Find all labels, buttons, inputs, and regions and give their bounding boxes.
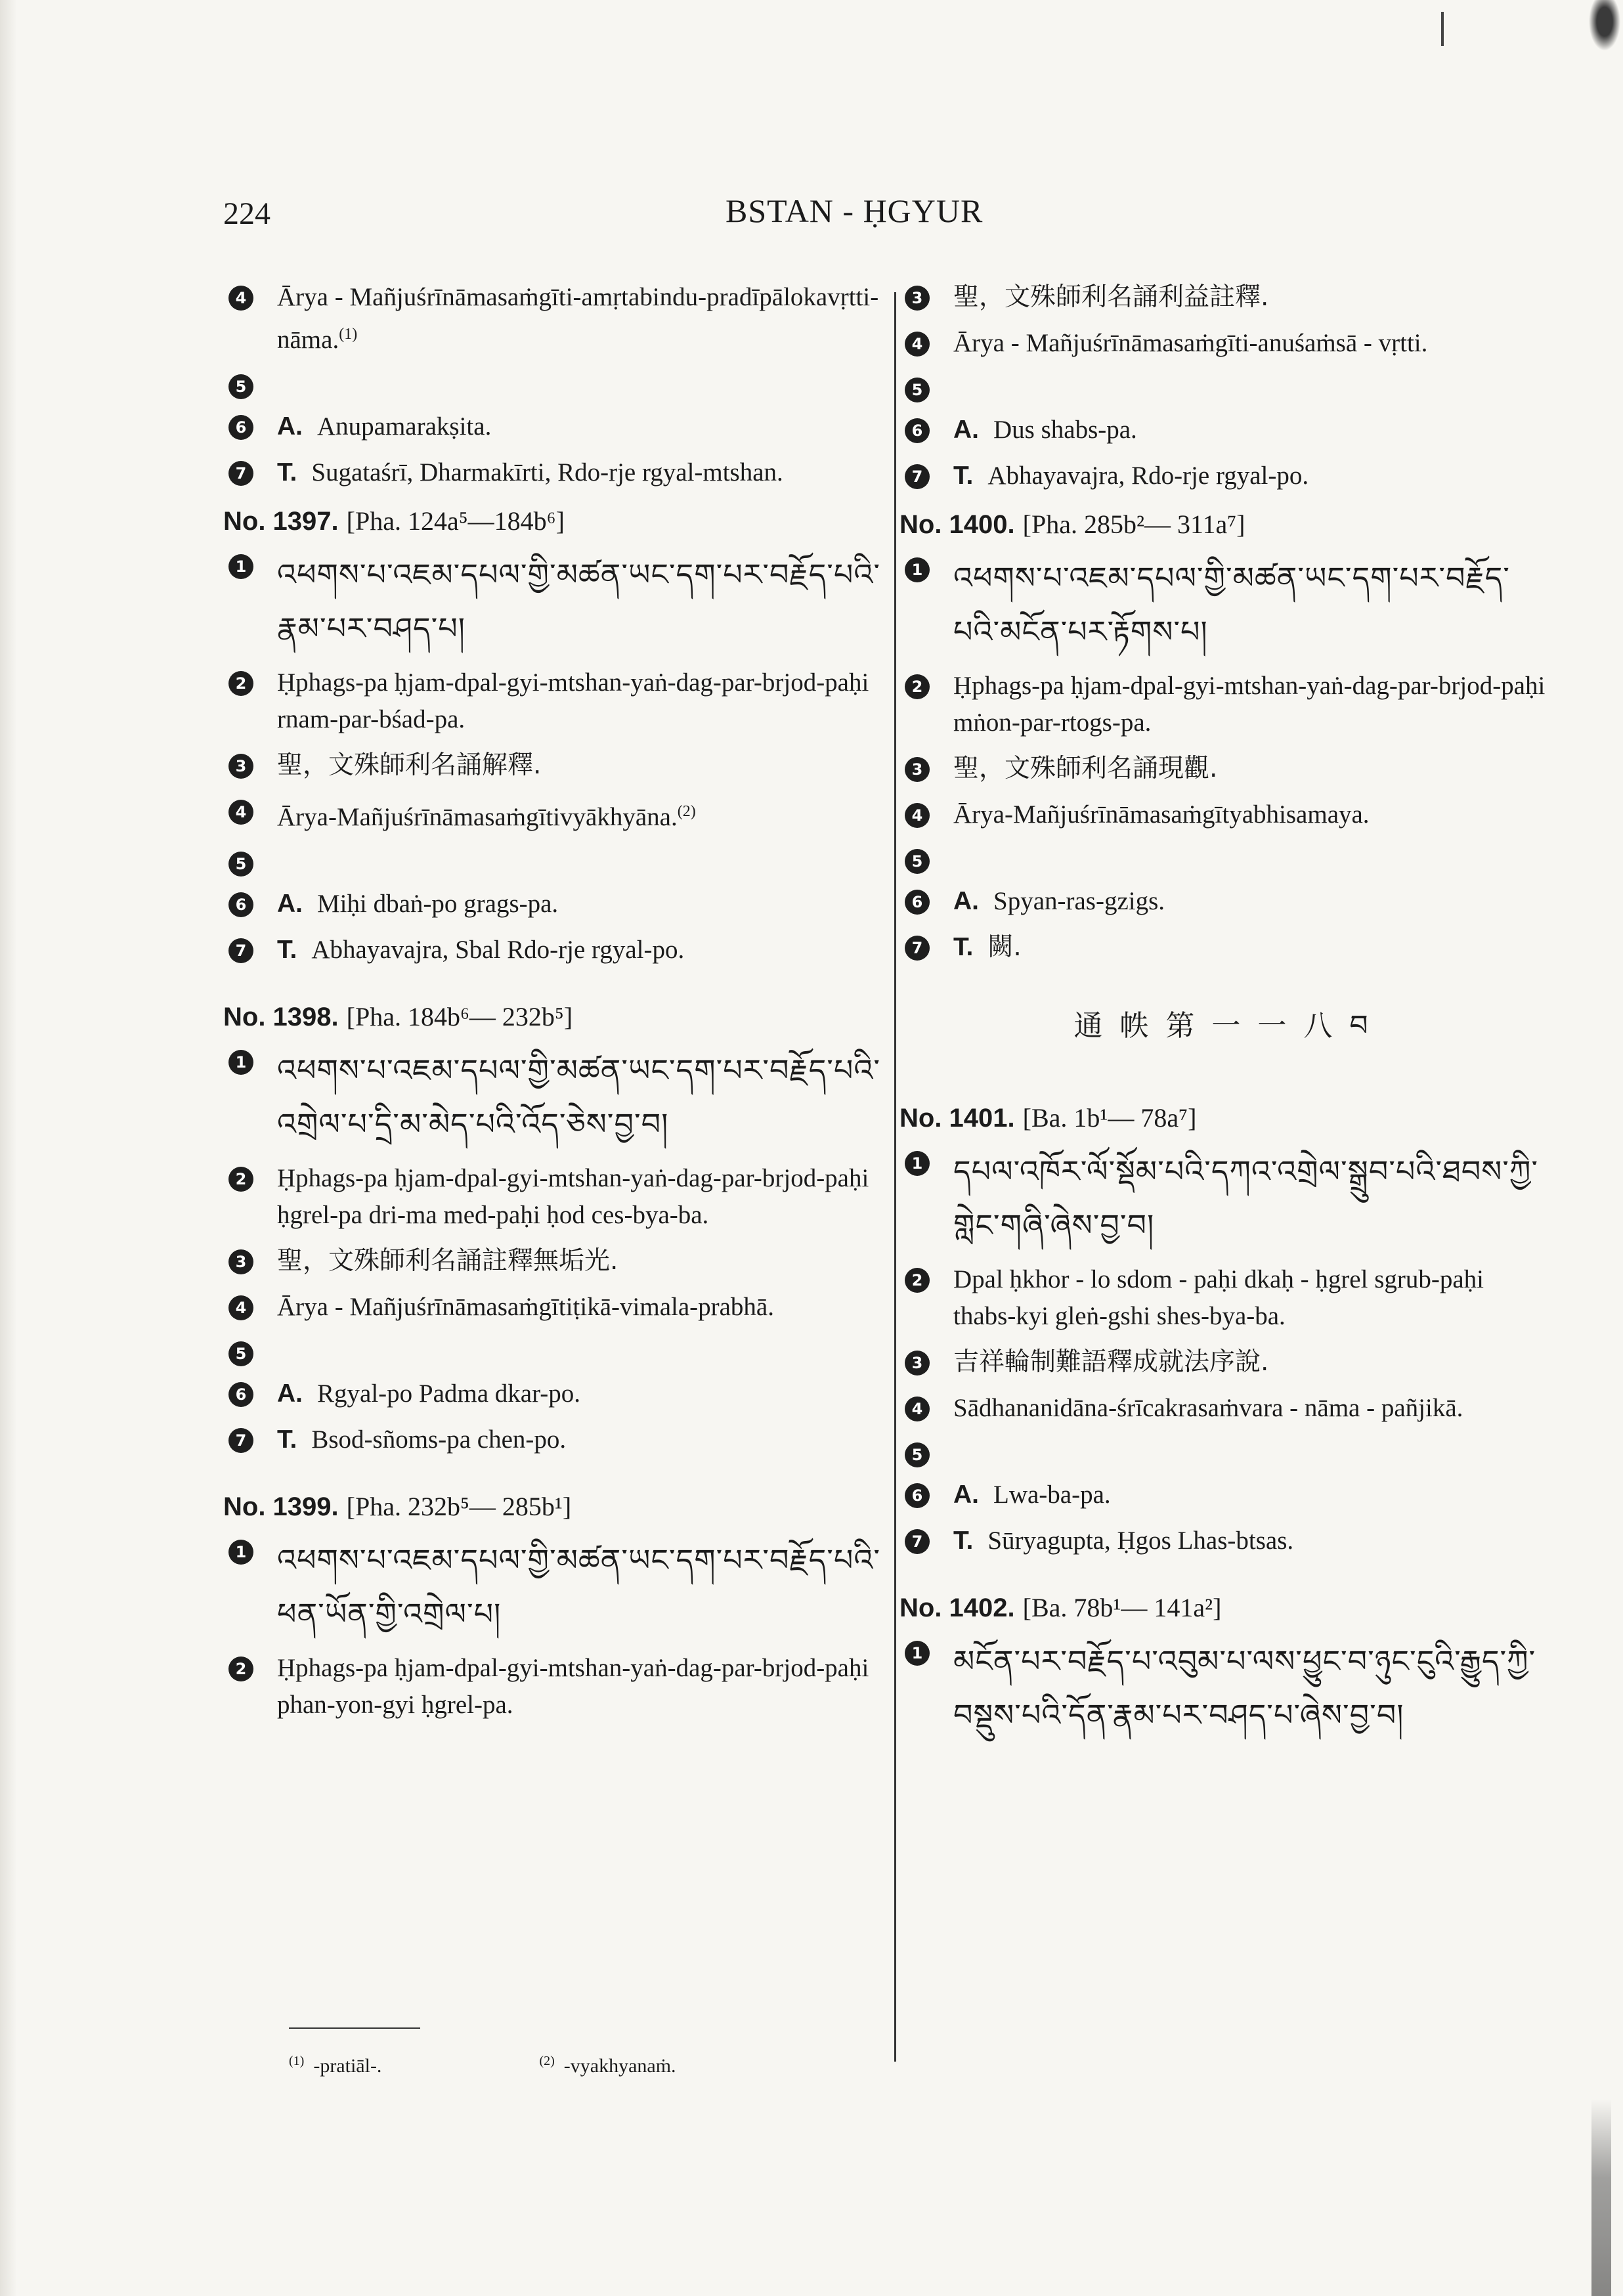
field-number-icon: 7 <box>228 1428 253 1453</box>
footnote-rule <box>289 2027 420 2029</box>
field-row <box>899 842 1546 874</box>
right-column <box>899 279 1546 1769</box>
footnote-mark: (1) <box>289 2054 305 2068</box>
field-row <box>899 929 1546 966</box>
field-number-icon: 3 <box>905 286 930 311</box>
footnote-text: -vyakhyanaṁ. <box>563 2055 676 2077</box>
field-value: Sādhananidāna-śrīcakrasaṁvara - nāma - pañjikā. <box>953 1394 1463 1422</box>
field-number-icon: 2 <box>228 671 253 696</box>
scan-binding-shadow <box>1591 2099 1611 2296</box>
field-row <box>223 1160 886 1234</box>
field-number-icon: 7 <box>905 936 930 961</box>
footnote-mark: (2) <box>539 2054 555 2068</box>
field-label: A. <box>953 887 979 915</box>
field-value: 聖，文殊師利名誦註釋無垢光. <box>277 1246 618 1276</box>
left-column <box>223 279 886 1751</box>
field-text <box>953 458 1546 494</box>
field-value: འཕགས་པ་འཇམ་དཔལ་གྱི་མཚན་ཡང་དག་པར་བརྗོད་པའི་མངོན་པར་རྟོགས་པ། <box>953 560 1510 649</box>
footnote <box>289 2055 460 2077</box>
field-number-icon: 6 <box>228 1382 253 1407</box>
field-text <box>277 932 886 968</box>
field-value: Rgyal-po Padma dkar-po. <box>317 1379 581 1408</box>
folio-reference: [Pha. 285b²— 311a⁷] <box>1022 509 1245 539</box>
field-value: 吉祥輪制難語釋成就法序說. <box>953 1347 1269 1377</box>
field-number-icon: 4 <box>228 1295 253 1320</box>
field-value: Lwa-ba-pa. <box>993 1481 1111 1509</box>
field-row <box>223 793 886 836</box>
field-value: འཕགས་པ་འཇམ་དཔལ་གྱི་མཚན་ཡང་དག་པར་བརྗོད་པའི་ཕན་ཡོན་གྱི་འགྲེལ་པ། <box>277 1542 881 1632</box>
field-text <box>953 1261 1546 1335</box>
tibetan-title <box>277 1533 886 1641</box>
column-divider <box>894 292 896 2062</box>
tibetan-title <box>953 1144 1546 1252</box>
entry-header <box>899 1587 1546 1629</box>
field-number-icon: 2 <box>228 1657 253 1681</box>
entry-header <box>223 1486 886 1528</box>
field-label: A. <box>277 412 303 441</box>
field-label: T. <box>277 458 297 487</box>
field-number-icon: 2 <box>905 674 930 699</box>
footnotes <box>289 2054 834 2077</box>
field-row <box>899 551 1546 659</box>
field-label: T. <box>277 1425 297 1454</box>
field-row <box>223 548 886 655</box>
field-label: A. <box>277 1379 303 1408</box>
field-value: Ārya - Mañjuśrīnāmasaṁgīti-amṛtabindu-pradīpālokavṛtti-nāma. <box>277 283 879 354</box>
field-row <box>899 412 1546 448</box>
field-text <box>277 1160 886 1234</box>
field-number-icon: 2 <box>905 1268 930 1293</box>
field-number-icon: 5 <box>228 852 253 877</box>
field-text <box>953 325 1546 362</box>
folio-reference: [Pha. 184b⁶— 232b⁵] <box>346 1002 573 1031</box>
field-row <box>223 1043 886 1151</box>
catalog-entry <box>899 279 1546 494</box>
field-value: Ārya-Mañjuśrīnāmasaṁgītivyākhyāna. <box>277 803 678 831</box>
field-number-icon: 1 <box>228 554 253 579</box>
field-value: Ārya-Mañjuśrīnāmasaṁgītyabhisamaya. <box>953 800 1370 829</box>
footnote-marker: (1) <box>339 326 358 343</box>
field-row <box>223 1289 886 1326</box>
field-number-icon: 4 <box>905 332 930 357</box>
field-text <box>953 796 1546 833</box>
catalog-entry <box>899 504 1546 966</box>
field-text <box>277 1421 886 1458</box>
entry-number: No. 1398. <box>223 1003 339 1031</box>
field-row <box>899 1144 1546 1252</box>
field-row <box>899 750 1546 787</box>
footnote-marker: (2) <box>677 803 696 820</box>
field-number-icon: 6 <box>905 890 930 915</box>
field-value: Anupamarakṣita. <box>317 412 492 441</box>
field-number-icon: 7 <box>228 938 253 963</box>
scan-smudge <box>1577 0 1623 72</box>
field-row <box>223 408 886 445</box>
field-text <box>953 668 1546 741</box>
tibetan-title <box>277 548 886 655</box>
folio-reference: [Pha. 232b⁵— 285b¹] <box>346 1492 572 1521</box>
catalog-entry <box>223 1486 886 1723</box>
field-text <box>277 454 886 491</box>
field-number-icon: 2 <box>228 1167 253 1192</box>
field-text <box>953 1523 1546 1559</box>
field-number-icon: 6 <box>228 892 253 917</box>
entry-header <box>899 504 1546 546</box>
tibetan-title <box>953 551 1546 659</box>
field-number-icon: 5 <box>905 1442 930 1467</box>
field-label: A. <box>953 1481 979 1509</box>
field-row <box>899 1390 1546 1427</box>
running-head: BSTAN - ḤGYUR <box>725 192 984 229</box>
field-number-icon: 7 <box>228 461 253 486</box>
field-text <box>953 750 1546 787</box>
field-row <box>899 1523 1546 1559</box>
entry-number: No. 1402. <box>899 1593 1015 1622</box>
tibetan-title <box>277 1043 886 1151</box>
field-value: Dpal ḥkhor - lo sdom - paḥi dkaḥ - ḥgrel sgrub-paḥi thabs-kyi gleṅ-gshi shes-bya-ba. <box>953 1265 1484 1330</box>
field-row <box>899 1344 1546 1381</box>
entry-number: No. 1397. <box>223 507 339 536</box>
field-number-icon: 7 <box>905 464 930 489</box>
field-value: Miḥi dbaṅ-po grags-pa. <box>317 890 559 918</box>
field-row <box>223 368 886 399</box>
field-row <box>223 1533 886 1641</box>
field-row <box>223 886 886 922</box>
field-value: འཕགས་པ་འཇམ་དཔལ་གྱི་མཚན་ཡང་དག་པར་བརྗོད་པའི་འགྲེལ་པ་དྲི་མ་མེད་པའི་འོད་ཅེས་བྱ་བ། <box>277 1052 881 1142</box>
scan-edge <box>0 0 17 2296</box>
field-row <box>223 279 886 358</box>
field-label: A. <box>277 890 303 918</box>
field-text <box>277 1375 886 1412</box>
folio-reference: [Ba. 78b¹— 141a²] <box>1022 1593 1222 1622</box>
footnote <box>539 2055 754 2077</box>
field-text <box>953 1477 1546 1513</box>
field-row <box>899 883 1546 920</box>
field-text <box>277 279 886 358</box>
field-row <box>223 664 886 738</box>
field-number-icon: 5 <box>228 374 253 399</box>
field-number-icon: 5 <box>905 378 930 402</box>
field-value: Ḥphags-pa ḥjam-dpal-gyi-mtshan-yaṅ-dag-par-brjod-paḥi ḥgrel-pa dri-ma med-paḥi ḥod ces-bya-ba. <box>277 1164 869 1229</box>
field-row <box>899 371 1546 402</box>
field-value: Abhayavajra, Sbal Rdo-rje rgyal-po. <box>311 936 685 964</box>
field-number-icon: 3 <box>228 1249 253 1274</box>
field-value: 闕. <box>987 932 1022 962</box>
field-text <box>277 1243 886 1280</box>
field-value: དཔལ་འཁོར་ལོ་སྡོམ་པའི་དཀའ་འགྲེལ་སྒྲུབ་པའི་ཐབས་ཀྱི་གླེང་གཞི་ཞེས་བྱ་བ། <box>953 1154 1539 1243</box>
field-value: Ārya - Mañjuśrīnāmasaṁgīti-anuśaṁsā - vṛtti. <box>953 329 1428 357</box>
field-text <box>953 929 1546 966</box>
field-number-icon: 4 <box>228 800 253 825</box>
field-label: A. <box>953 416 979 444</box>
folio-reference: [Ba. 1b¹— 78a⁷] <box>1022 1103 1197 1133</box>
folio-reference: [Pha. 124a⁵—184b⁶] <box>346 506 565 536</box>
catalog-entry <box>899 1587 1546 1742</box>
field-row <box>223 1243 886 1280</box>
field-row <box>223 1335 886 1366</box>
field-label: T. <box>953 933 974 961</box>
field-label: T. <box>953 1527 974 1555</box>
field-row <box>223 932 886 968</box>
field-row <box>899 279 1546 316</box>
field-value: Dus shabs-pa. <box>993 416 1137 444</box>
field-number-icon: 5 <box>905 849 930 874</box>
field-number-icon: 1 <box>228 1540 253 1565</box>
field-value: Bsod-sñoms-pa chen-po. <box>311 1425 567 1454</box>
field-number-icon: 6 <box>228 415 253 440</box>
field-value: Abhayavajra, Rdo-rje rgyal-po. <box>987 462 1309 490</box>
footnote-text: -pratiāl-. <box>313 2055 382 2077</box>
catalog-entry <box>223 279 886 491</box>
field-text <box>277 747 886 784</box>
field-value: འཕགས་པ་འཇམ་དཔལ་གྱི་མཚན་ཡང་དག་པར་བརྗོད་པའི་རྣམ་པར་བཤད་པ། <box>277 557 881 646</box>
field-value: མངོན་པར་བརྗོད་པ་འབུམ་པ་ལས་ཕྱུང་བ་ཉུང་ངུའི་རྒྱུད་ཀྱི་བསྡུས་པའི་དོན་རྣམ་པར་བཤད་པ་ཞེས་བྱ་བ། <box>953 1643 1536 1733</box>
field-text <box>277 793 886 836</box>
volume-heading: 通 帙 第 一 一 八 བ <box>1073 1009 1372 1043</box>
field-label: T. <box>953 462 974 490</box>
field-number-icon: 1 <box>228 1050 253 1075</box>
entry-header <box>899 1097 1546 1139</box>
field-value: 聖，文殊師利名誦現觀. <box>953 754 1218 783</box>
field-row <box>223 1421 886 1458</box>
field-row <box>899 1436 1546 1467</box>
field-number-icon: 4 <box>228 286 253 311</box>
field-row <box>899 668 1546 741</box>
field-value: Spyan-ras-gzigs. <box>993 887 1165 915</box>
catalog-entry <box>899 1097 1546 1559</box>
field-row <box>899 325 1546 362</box>
field-row <box>899 1477 1546 1513</box>
field-text <box>953 1344 1546 1381</box>
field-value: Ḥphags-pa ḥjam-dpal-gyi-mtshan-yaṅ-dag-par-brjod-paḥi mṅon-par-rtogs-pa. <box>953 672 1546 737</box>
field-row <box>223 1650 886 1723</box>
field-value: Ārya - Mañjuśrīnāmasaṁgītiṭikā-vimala-prabhā. <box>277 1293 774 1321</box>
field-text <box>277 1650 886 1723</box>
field-number-icon: 1 <box>905 557 930 582</box>
field-number-icon: 3 <box>905 1351 930 1375</box>
scan-tick <box>1441 12 1444 46</box>
field-text <box>277 1289 886 1326</box>
entry-number: No. 1401. <box>899 1104 1015 1133</box>
field-row <box>899 796 1546 833</box>
field-text <box>953 279 1546 316</box>
field-text <box>277 408 886 445</box>
field-text <box>277 664 886 738</box>
field-value: Ḥphags-pa ḥjam-dpal-gyi-mtshan-yaṅ-dag-par-brjod-paḥi rnam-par-bśad-pa. <box>277 668 869 733</box>
tibetan-title <box>953 1634 1546 1742</box>
field-row <box>899 1634 1546 1742</box>
field-number-icon: 1 <box>905 1151 930 1176</box>
field-number-icon: 4 <box>905 1397 930 1421</box>
field-number-icon: 1 <box>905 1641 930 1666</box>
field-value: Sūryagupta, Ḥgos Lhas-btsas. <box>987 1527 1294 1555</box>
field-number-icon: 6 <box>905 1483 930 1508</box>
field-text <box>953 883 1546 920</box>
field-value: Sugataśrī, Dharmakīrti, Rdo-rje rgyal-mtshan. <box>311 458 783 487</box>
field-number-icon: 5 <box>228 1341 253 1366</box>
entry-number: No. 1400. <box>899 510 1015 539</box>
catalog-entry <box>223 500 886 968</box>
field-number-icon: 7 <box>905 1529 930 1554</box>
field-row <box>899 1261 1546 1335</box>
field-label: T. <box>277 936 297 964</box>
field-number-icon: 3 <box>228 754 253 779</box>
field-value: Ḥphags-pa ḥjam-dpal-gyi-mtshan-yaṅ-dag-par-brjod-paḥi phan-yon-gyi ḥgrel-pa. <box>277 1654 869 1719</box>
field-row <box>223 845 886 877</box>
field-number-icon: 6 <box>905 418 930 443</box>
field-text <box>953 412 1546 448</box>
field-value: 聖，文殊師利名誦利益註釋. <box>953 282 1269 312</box>
field-row <box>899 458 1546 494</box>
field-text <box>953 1390 1546 1427</box>
field-text <box>277 886 886 922</box>
field-row <box>223 747 886 784</box>
field-row <box>223 1375 886 1412</box>
entry-number: No. 1399. <box>223 1492 339 1521</box>
entry-header <box>223 500 886 542</box>
field-number-icon: 3 <box>905 757 930 782</box>
entry-header <box>223 996 886 1038</box>
field-value: 聖，文殊師利名誦解釋. <box>277 750 542 780</box>
page-number: 224 <box>223 196 270 231</box>
field-row <box>223 454 886 491</box>
catalog-entry <box>223 996 886 1458</box>
field-number-icon: 4 <box>905 803 930 828</box>
